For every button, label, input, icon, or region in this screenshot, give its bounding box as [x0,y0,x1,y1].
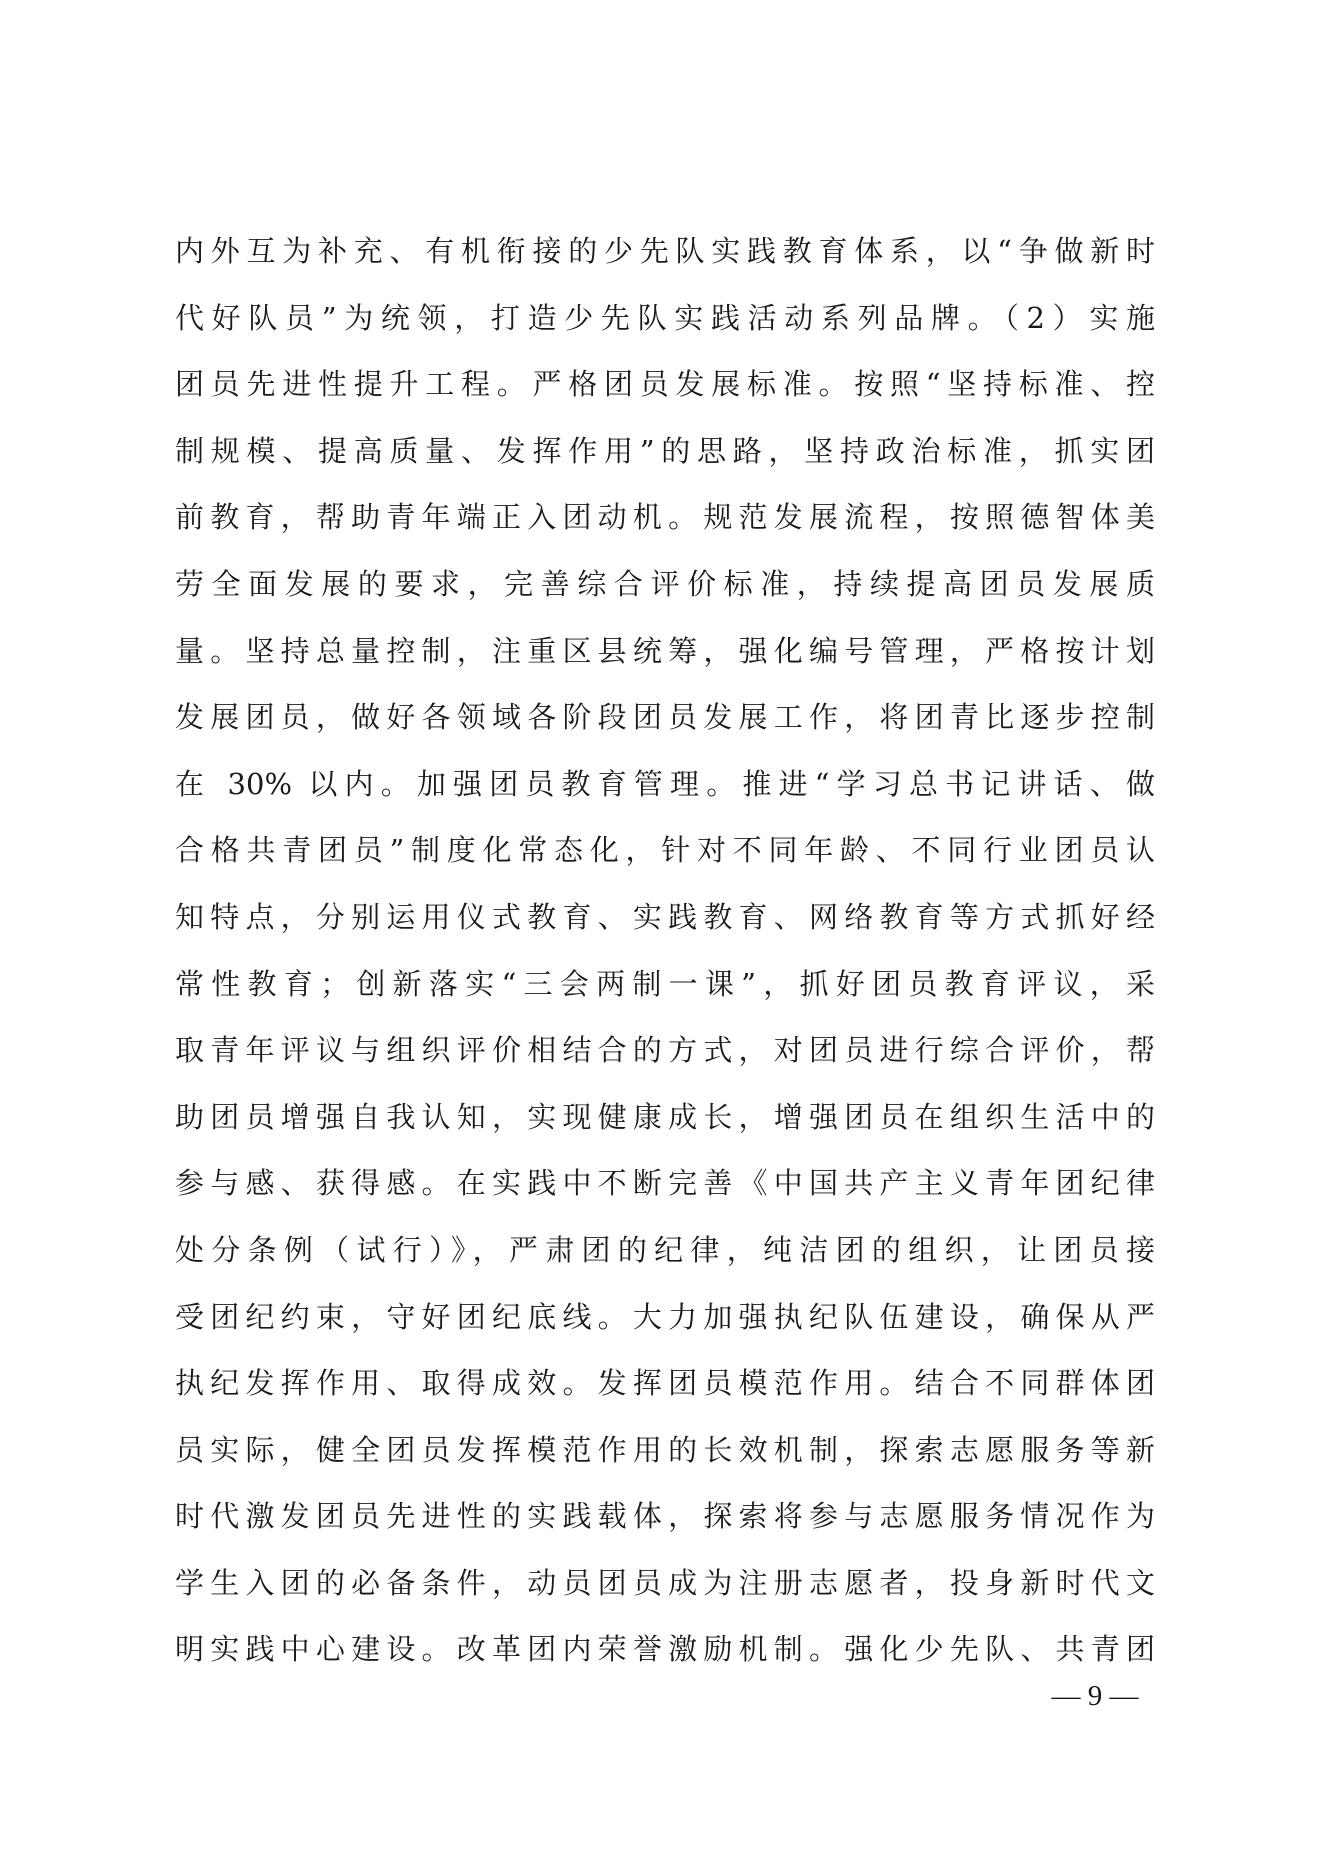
page-number: — 9 — [1051,1680,1139,1712]
text-line: 员实际，健全团员发挥模范作用的长效机制，探索志愿服务等新 [175,1432,1155,1467]
text-line: 执纪发挥作用、取得成效。发挥团员模范作用。结合不同群体团 [175,1366,1155,1401]
text-line: 助团员增强自我认知，实现健康成长，增强团员在组织生活中的 [175,1099,1155,1134]
text-line: 参与感、获得感。在实践中不断完善《中国共产主义青年团纪律 [175,1166,1155,1201]
text-line: 团员先进性提升工程。严格团员发展标准。按照“坚持标准、控 [175,367,1155,402]
text-line: 学生入团的必备条件，动员团员成为注册志愿者，投身新时代文 [175,1565,1155,1600]
text-line: 处分条例（试行）》，严肃团的纪律，纯洁团的组织，让团员接 [175,1232,1155,1267]
text-line: 常性教育；创新落实“三会两制一课”，抓好团员教育评议，采 [175,966,1155,1001]
text-line: 受团纪约束，守好团纪底线。大力加强执纪队伍建设，确保从严 [175,1299,1155,1334]
text-line: 量。坚持总量控制，注重区县统筹，强化编号管理，严格按计划 [175,633,1155,668]
text-line: 代好队员”为统领，打造少先队实践活动系列品牌。（2）实施 [175,300,1155,335]
text-line: 劳全面发展的要求，完善综合评价标准，持续提高团员发展质 [175,566,1155,601]
text-line: 明实践中心建设。改革团内荣誉激励机制。强化少先队、共青团 [175,1632,1155,1667]
text-line: 取青年评议与组织评价相结合的方式，对团员进行综合评价，帮 [175,1033,1155,1068]
text-line: 知特点，分别运用仪式教育、实践教育、网络教育等方式抓好经 [175,899,1155,934]
text-line: 发展团员，做好各领域各阶段团员发展工作，将团青比逐步控制 [175,700,1155,735]
text-line: 在 30% 以内。加强团员教育管理。推进“学习总书记讲话、做 [175,766,1155,801]
body-text [175,218,1155,1683]
text-line: 合格共青团员”制度化常态化，针对不同年龄、不同行业团员认 [175,833,1155,868]
text-line: 内外互为补充、有机衔接的少先队实践教育体系，以“争做新时 [175,234,1155,268]
text-line: 时代激发团员先进性的实践载体，探索将参与志愿服务情况作为 [175,1499,1155,1534]
text-line: 制规模、提高质量、发挥作用”的思路，坚持政治标准，抓实团 [175,433,1155,468]
text-line: 前教育，帮助青年端正入团动机。规范发展流程，按照德智体美 [175,500,1155,535]
